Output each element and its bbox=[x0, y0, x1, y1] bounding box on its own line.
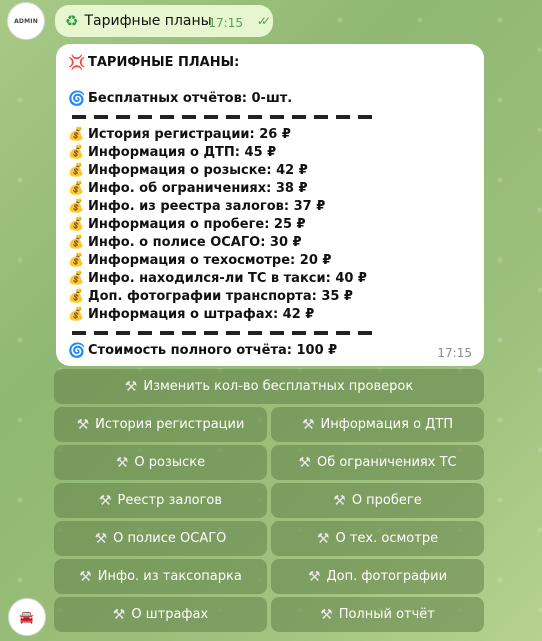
hammer-pick-icon: ⚒ bbox=[333, 492, 346, 509]
tariff-item bbox=[68, 234, 470, 252]
tariff-item-text: Информация о розыске: 42 ₽ bbox=[88, 163, 308, 178]
avatar-logo: ADMIN bbox=[14, 17, 38, 25]
money-bag-icon: 💰 bbox=[68, 271, 85, 286]
hammer-pick-icon: ⚒ bbox=[124, 378, 138, 395]
tariff-item bbox=[68, 198, 470, 216]
full-report-line bbox=[68, 342, 470, 360]
money-bag-icon: 💰 bbox=[68, 199, 85, 214]
hammer-pick-icon: ⚒ bbox=[79, 568, 92, 585]
double-check-icon: ✓✓ bbox=[256, 14, 265, 28]
button-label: О тех. осмотре bbox=[335, 531, 439, 546]
button-label: Инфо. из таксопарка bbox=[97, 569, 242, 584]
hammer-pick-icon: ⚒ bbox=[94, 530, 108, 547]
free-reports-line bbox=[68, 90, 470, 108]
button-label: О полисе ОСАГО bbox=[113, 531, 227, 546]
search-button[interactable] bbox=[54, 445, 267, 480]
tariff-item bbox=[68, 216, 470, 234]
tariff-item-text: Информация о пробеге: 25 ₽ bbox=[88, 217, 306, 232]
tariff-item-text: Информация о техосмотре: 20 ₽ bbox=[88, 253, 332, 268]
tariff-item bbox=[68, 270, 470, 288]
money-bag-icon: 💰 bbox=[68, 253, 85, 268]
tariff-item-text: Информация о штрафах: 42 ₽ bbox=[88, 307, 315, 322]
history-button[interactable] bbox=[54, 407, 267, 442]
tariff-item bbox=[68, 126, 470, 144]
button-label: О розыске bbox=[134, 455, 206, 470]
hammer-pick-icon: ⚒ bbox=[298, 454, 311, 471]
hammer-pick-icon: ⚒ bbox=[76, 416, 90, 433]
anger-symbol-icon: 💢 bbox=[68, 55, 86, 71]
button-label: Реестр залогов bbox=[117, 493, 223, 508]
hammer-pick-icon: ⚒ bbox=[307, 568, 321, 585]
hammer-pick-icon: ⚒ bbox=[115, 454, 129, 471]
user-message-bubble bbox=[55, 5, 273, 37]
tariff-item bbox=[68, 162, 470, 180]
full-report-text: Стоимость полного отчёта: 100 ₽ bbox=[88, 343, 338, 358]
tariff-item bbox=[68, 252, 470, 270]
button-label: Полный отчёт bbox=[338, 607, 435, 622]
hammer-pick-icon: ⚒ bbox=[316, 530, 330, 547]
money-bag-icon: 💰 bbox=[68, 181, 85, 196]
tariff-item-text: Инфо. об ограничениях: 38 ₽ bbox=[88, 181, 308, 196]
button-label: Изменить кол-во бесплатных проверок bbox=[143, 379, 414, 394]
change-free-checks-button[interactable] bbox=[54, 369, 484, 404]
dtp-button[interactable] bbox=[271, 407, 484, 442]
money-bag-icon: 💰 bbox=[68, 217, 85, 232]
button-label: Информация о ДТП bbox=[320, 417, 454, 432]
tariff-item-text: Доп. фотографии транспорта: 35 ₽ bbox=[88, 289, 353, 304]
free-reports-text: Бесплатных отчётов: 0-шт. bbox=[88, 91, 293, 106]
inspection-button[interactable] bbox=[271, 521, 484, 556]
hammer-pick-icon: ⚒ bbox=[112, 606, 126, 623]
tariff-item bbox=[68, 288, 470, 306]
recycle-icon: ♻ bbox=[65, 12, 79, 30]
button-label: О пробеге bbox=[351, 493, 422, 508]
tariff-item-text: Инфо. о полисе ОСАГО: 30 ₽ bbox=[88, 235, 302, 250]
button-label: Об ограничениях ТС bbox=[316, 455, 457, 470]
pledges-button[interactable] bbox=[54, 483, 267, 518]
hammer-pick-icon: ⚒ bbox=[301, 416, 315, 433]
tariff-title-text: ТАРИФНЫЕ ПЛАНЫ: bbox=[88, 55, 240, 70]
dashed-divider bbox=[72, 115, 376, 119]
tariff-title bbox=[68, 54, 470, 72]
message-time: 17:15 bbox=[208, 16, 243, 30]
bot-message-bubble bbox=[56, 44, 484, 366]
restrictions-button[interactable] bbox=[271, 445, 484, 480]
taxi-button[interactable] bbox=[54, 559, 267, 594]
money-bag-icon: 💰 bbox=[68, 163, 85, 178]
osago-button[interactable] bbox=[54, 521, 267, 556]
tariff-item bbox=[68, 180, 470, 198]
money-bag-icon: 💰 bbox=[68, 127, 85, 142]
money-bag-icon: 💰 bbox=[68, 235, 85, 250]
bot-avatar[interactable] bbox=[8, 598, 46, 636]
photos-button[interactable] bbox=[271, 559, 484, 594]
money-bag-icon: 💰 bbox=[68, 307, 85, 322]
user-message-text: Тарифные планы bbox=[84, 13, 212, 29]
car-logo-icon: 🚘 bbox=[19, 610, 35, 624]
button-label: О штрафах bbox=[131, 607, 209, 622]
tariff-item-text: Инфо. из реестра залогов: 37 ₽ bbox=[88, 199, 326, 214]
money-bag-icon: 💰 bbox=[68, 289, 85, 304]
cyclone-icon: 🌀 bbox=[68, 91, 86, 107]
fines-button[interactable] bbox=[54, 597, 267, 632]
cyclone-icon: 🌀 bbox=[68, 343, 86, 359]
message-time: 17:15 bbox=[437, 346, 472, 360]
full-report-button[interactable] bbox=[271, 597, 484, 632]
hammer-pick-icon: ⚒ bbox=[320, 606, 333, 623]
tariff-item-text: Инфо. находился-ли ТС в такси: 40 ₽ bbox=[88, 271, 367, 286]
button-label: История регистрации bbox=[95, 417, 245, 432]
dashed-divider bbox=[72, 331, 376, 335]
button-label: Доп. фотографии bbox=[326, 569, 448, 584]
tariff-item-text: Информация о ДТП: 45 ₽ bbox=[88, 145, 277, 160]
money-bag-icon: 💰 bbox=[68, 145, 85, 160]
mileage-button[interactable] bbox=[271, 483, 484, 518]
admin-avatar[interactable] bbox=[7, 2, 45, 40]
hammer-pick-icon: ⚒ bbox=[98, 492, 112, 509]
tariff-item bbox=[68, 144, 470, 162]
tariff-item-text: История регистрации: 26 ₽ bbox=[88, 127, 291, 142]
tariff-item bbox=[68, 306, 470, 324]
